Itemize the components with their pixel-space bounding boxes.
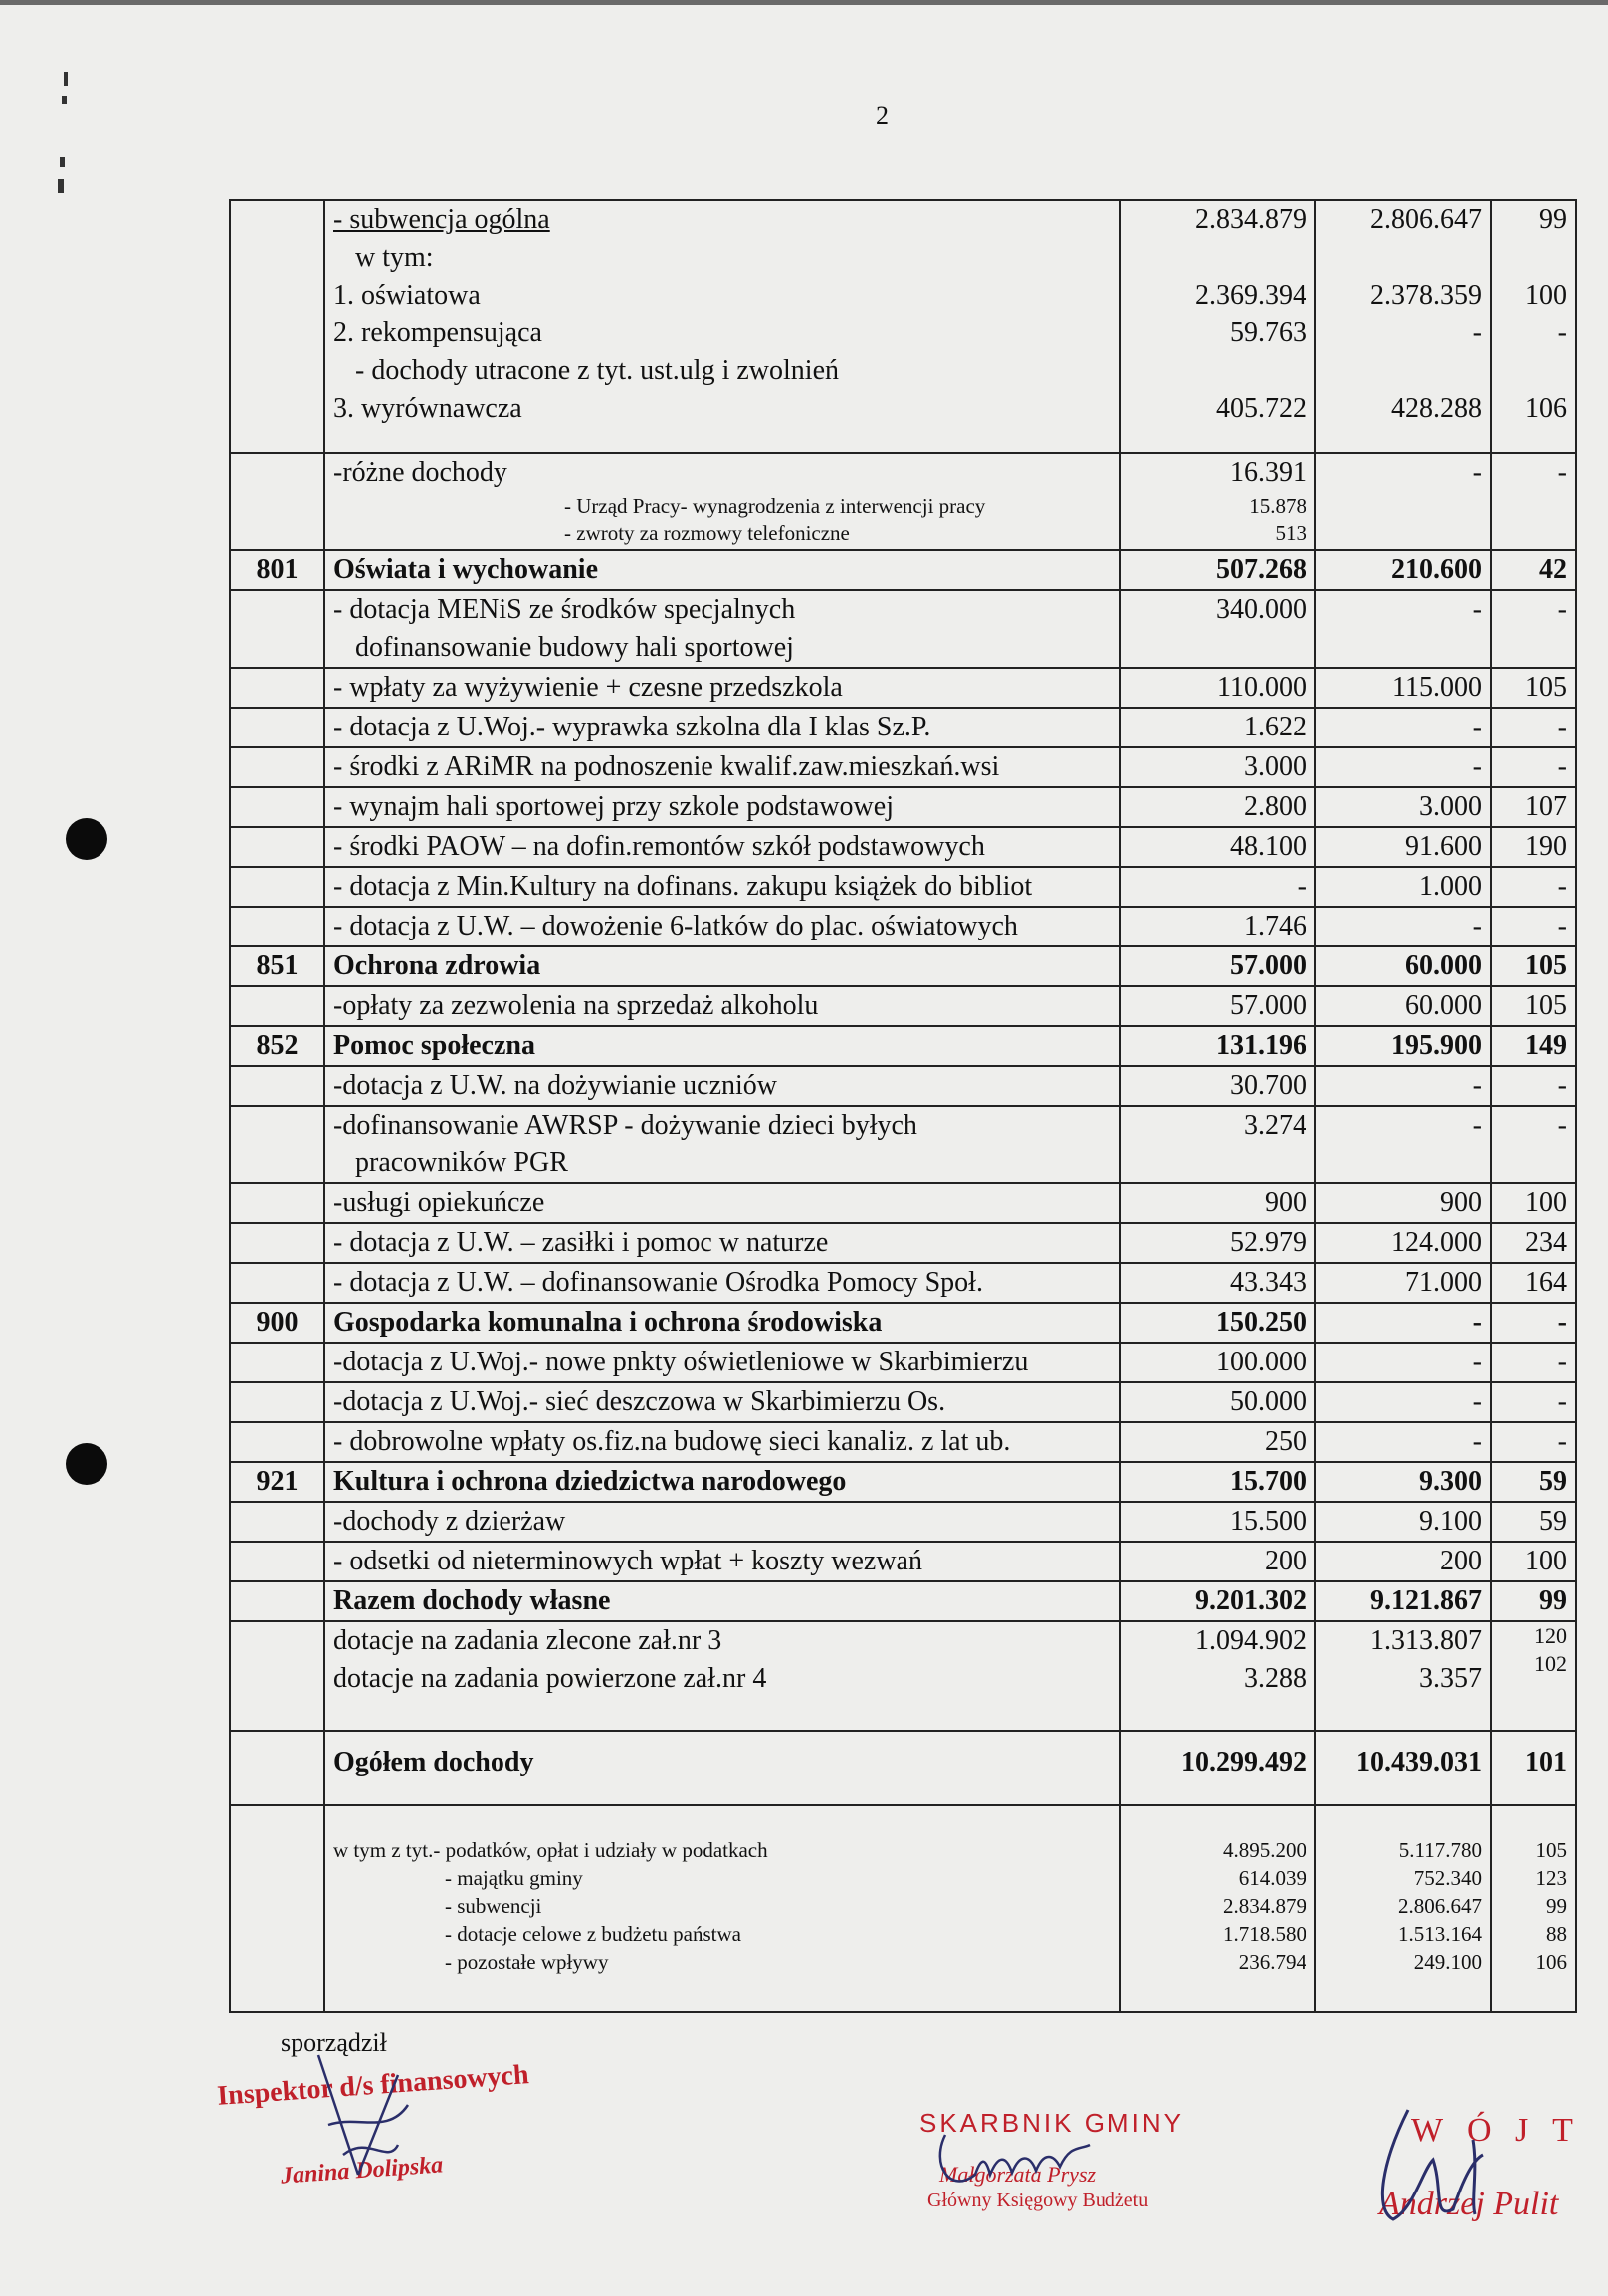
plan-cell: 110.000	[1120, 668, 1315, 708]
label-cell	[324, 1223, 1120, 1263]
plan-cell: 9.201.302	[1120, 1581, 1315, 1621]
wyk-cell: -	[1315, 1343, 1491, 1382]
code-cell	[230, 1106, 324, 1183]
pct-cell: -	[1491, 1303, 1576, 1343]
wyk-value: 1.313.807	[1370, 1625, 1482, 1656]
label-cell	[324, 1502, 1120, 1542]
code-cell	[230, 1621, 324, 1731]
plan-value: 2.834.879	[1223, 1894, 1306, 1918]
pct-value: 105	[1535, 1838, 1567, 1862]
plan-cell	[1120, 453, 1315, 550]
wyk-cell: 60.000	[1315, 946, 1491, 986]
wyk-cell: 9.121.867	[1315, 1581, 1491, 1621]
row-label: - środki z ARiMR na podnoszenie kwalif.zaw.mieszkań.wsi	[333, 751, 1000, 782]
plan-value: 3.288	[1244, 1663, 1306, 1694]
row-label: Kultura i ochrona dziedzictwa narodowego	[333, 1466, 847, 1497]
wyk-cell: -	[1315, 708, 1491, 747]
label-cell	[324, 668, 1120, 708]
pct-cell: -	[1491, 708, 1576, 747]
row-label: - środki PAOW – na dofin.remontów szkół podstawowych	[333, 831, 985, 862]
plan-cell: 3.274	[1120, 1106, 1315, 1183]
plan-value: 1.094.902	[1195, 1625, 1306, 1656]
pct-value: 99	[1539, 204, 1567, 235]
wyk-cell: 71.000	[1315, 1263, 1491, 1303]
plan-cell: 1.746	[1120, 907, 1315, 946]
row-label: - dotacje celowe z budżetu państwa	[445, 1922, 741, 1946]
pct-cell: -	[1491, 1382, 1576, 1422]
row-label: - dochody utracone z tyt. ust.ulg i zwolnień	[355, 355, 839, 386]
plan-value: 1.718.580	[1223, 1922, 1306, 1946]
table-row	[230, 1805, 1576, 2012]
wyk-cell: -	[1315, 590, 1491, 668]
section-row	[230, 1462, 1576, 1502]
mayor-signature	[1363, 2100, 1522, 2229]
label-cell	[324, 1026, 1120, 1066]
table-row	[230, 200, 1576, 453]
scan-mark	[64, 72, 68, 86]
row-label: - dobrowolne wpłaty os.fiz.na budowę sieci kanaliz. z lat ub.	[333, 1426, 1011, 1457]
page-number: 2	[876, 102, 889, 130]
table-row	[230, 708, 1576, 747]
code-cell	[230, 1542, 324, 1581]
label-cell	[324, 907, 1120, 946]
code-cell: 852	[230, 1026, 324, 1066]
wyk-cell: 9.300	[1315, 1462, 1491, 1502]
wyk-value: 5.117.780	[1398, 1838, 1482, 1862]
label-cell	[324, 986, 1120, 1026]
row-label: -dotacja z U.W. na dożywianie uczniów	[333, 1070, 778, 1101]
plan-value: 405.722	[1216, 393, 1306, 424]
mayor-title: W Ó J T	[1411, 2112, 1581, 2149]
row-label: w tym z tyt.- podatków, opłat i udziały w podatkach	[333, 1838, 768, 1862]
table-row	[230, 1731, 1576, 1805]
label-cell	[324, 453, 1120, 550]
code-cell	[230, 1422, 324, 1462]
label-cell	[324, 1805, 1120, 2012]
pct-value: 123	[1535, 1866, 1567, 1890]
wyk-cell: -	[1315, 907, 1491, 946]
row-label: dotacje na zadania zlecone zał.nr 3	[333, 1625, 722, 1656]
table-row	[230, 453, 1576, 550]
pct-cell: 105	[1491, 946, 1576, 986]
label-cell	[324, 1303, 1120, 1343]
row-label: - wpłaty za wyżywienie + czesne przedszkola	[333, 672, 843, 703]
wyk-value: -	[1472, 317, 1482, 348]
code-cell: 900	[230, 1303, 324, 1343]
code-cell	[230, 1223, 324, 1263]
wyk-cell: -	[1315, 1106, 1491, 1183]
label-cell	[324, 1382, 1120, 1422]
section-row	[230, 550, 1576, 590]
pct-value: 102	[1534, 1651, 1567, 1676]
label-cell	[324, 1542, 1120, 1581]
wyk-cell: 91.600	[1315, 827, 1491, 867]
pct-cell: -	[1491, 747, 1576, 787]
label-cell	[324, 787, 1120, 827]
code-cell	[230, 590, 324, 668]
pct-cell: -	[1491, 1106, 1576, 1183]
code-cell	[230, 200, 324, 453]
code-cell	[230, 787, 324, 827]
table-row	[230, 1106, 1576, 1183]
wyk-cell: 900	[1315, 1183, 1491, 1223]
wyk-cell	[1315, 1805, 1491, 2012]
pct-value: 99	[1546, 1894, 1567, 1918]
row-label: 2. rekompensująca	[333, 317, 542, 348]
pct-value: 88	[1546, 1922, 1567, 1946]
pct-cell: 59	[1491, 1462, 1576, 1502]
revenue-table	[229, 199, 1577, 2013]
inspector-stamp: Inspektor d/s finansowych	[216, 2059, 530, 2112]
row-label-continuation: dofinansowanie budowy hali sportowej	[355, 632, 794, 663]
wyk-cell: 3.000	[1315, 787, 1491, 827]
table-row	[230, 668, 1576, 708]
row-label: 1. oświatowa	[333, 280, 481, 311]
plan-cell: 50.000	[1120, 1382, 1315, 1422]
label-cell	[324, 1462, 1120, 1502]
row-label: Ogółem dochody	[324, 1731, 1120, 1805]
code-cell	[230, 668, 324, 708]
label-cell	[324, 708, 1120, 747]
pct-cell: -	[1491, 1066, 1576, 1106]
row-label: -dochody z dzierżaw	[333, 1506, 566, 1537]
table-row	[230, 1621, 1576, 1731]
label-cell	[324, 550, 1120, 590]
plan-cell: 2.800	[1120, 787, 1315, 827]
row-label: - subwencji	[445, 1894, 542, 1918]
pct-cell	[1491, 200, 1576, 453]
plan-cell: 43.343	[1120, 1263, 1315, 1303]
plan-cell: 3.000	[1120, 747, 1315, 787]
row-label: -dotacja z U.Woj.- sieć deszczowa w Skarbimierzu Os.	[333, 1386, 946, 1417]
plan-cell: 57.000	[1120, 946, 1315, 986]
row-label: Ochrona zdrowia	[333, 950, 541, 981]
row-label: - majątku gminy	[445, 1866, 583, 1890]
label-cell	[324, 1183, 1120, 1223]
wyk-value: 249.100	[1413, 1950, 1482, 1974]
code-cell	[230, 1343, 324, 1382]
treasurer-role: Główny Księgowy Budżetu	[927, 2190, 1149, 2211]
wyk-value: 2.806.647	[1370, 204, 1482, 235]
plan-cell: 150.250	[1120, 1303, 1315, 1343]
wyk-value: 3.357	[1419, 1663, 1482, 1694]
plan-cell: 15.500	[1120, 1502, 1315, 1542]
wyk-cell: 10.439.031	[1315, 1731, 1491, 1805]
code-cell	[230, 1263, 324, 1303]
plan-cell: -	[1120, 867, 1315, 907]
pct-cell: 105	[1491, 668, 1576, 708]
punch-hole	[66, 818, 107, 860]
treasurer-title: SKARBNIK GMINY	[919, 2108, 1184, 2138]
plan-cell: 30.700	[1120, 1066, 1315, 1106]
plan-value: 236.794	[1238, 1950, 1306, 1974]
wyk-cell: 60.000	[1315, 986, 1491, 1026]
wyk-value: 2.806.647	[1398, 1894, 1482, 1918]
plan-value: 2.369.394	[1195, 280, 1306, 311]
row-label: - dotacja z U.W. – dofinansowanie Ośrodka Pomocy Społ.	[333, 1267, 983, 1298]
code-cell: 921	[230, 1462, 324, 1502]
pct-value: -	[1557, 317, 1567, 348]
pct-value: 120	[1534, 1623, 1567, 1648]
pct-cell: -	[1491, 1422, 1576, 1462]
table-row	[230, 1343, 1576, 1382]
row-label: -dofinansowanie AWRSP - dożywanie dzieci byłych	[333, 1110, 917, 1141]
plan-cell: 507.268	[1120, 550, 1315, 590]
table-row	[230, 1066, 1576, 1106]
row-sublabel: - Urząd Pracy- wynagrodzenia z interwencji pracy	[564, 494, 986, 518]
row-label: Pomoc społeczna	[333, 1030, 535, 1061]
inspector-name: Janina Dolipska	[280, 2152, 445, 2190]
table-row	[230, 1223, 1576, 1263]
row-label: -opłaty za zezwolenia na sprzedaż alkoholu	[333, 990, 819, 1021]
pct-cell: 42	[1491, 550, 1576, 590]
code-cell	[230, 907, 324, 946]
row-label: - wynajm hali sportowej przy szkole podstawowej	[333, 791, 894, 822]
inspector-signature	[299, 2035, 418, 2185]
label-cell	[324, 590, 1120, 668]
pct-cell: -	[1491, 867, 1576, 907]
plan-cell	[1120, 1805, 1315, 2012]
table-row	[230, 1581, 1576, 1621]
plan-cell: 340.000	[1120, 590, 1315, 668]
code-cell	[230, 747, 324, 787]
code-cell	[230, 1066, 324, 1106]
row-label: Razem dochody własne	[333, 1585, 611, 1616]
wyk-cell	[1315, 200, 1491, 453]
plan-cell: 131.196	[1120, 1026, 1315, 1066]
section-row	[230, 1026, 1576, 1066]
code-cell	[230, 1581, 324, 1621]
plan-value: 16.391	[1230, 457, 1306, 488]
code-cell	[230, 1382, 324, 1422]
label-cell	[324, 200, 1120, 453]
wyk-cell: -	[1315, 1422, 1491, 1462]
row-label: - dotacja MENiS ze środków specjalnych	[333, 594, 796, 625]
plan-subvalue: 513	[1275, 522, 1306, 545]
plan-cell: 100.000	[1120, 1343, 1315, 1382]
pct-cell: 149	[1491, 1026, 1576, 1066]
table-row	[230, 1183, 1576, 1223]
code-cell	[230, 1502, 324, 1542]
row-sublabel: - zwroty za rozmowy telefoniczne	[564, 522, 850, 545]
treasurer-name: Małgorzata Prysz	[939, 2162, 1097, 2187]
plan-cell: 900	[1120, 1183, 1315, 1223]
pct-cell: 234	[1491, 1223, 1576, 1263]
wyk-cell: 115.000	[1315, 668, 1491, 708]
pct-cell	[1491, 1621, 1576, 1731]
table-row	[230, 1542, 1576, 1581]
plan-value: 614.039	[1238, 1866, 1306, 1890]
row-label: w tym:	[355, 242, 434, 273]
scan-mark	[62, 96, 67, 104]
pct-value: 106	[1525, 393, 1567, 424]
table-row	[230, 1263, 1576, 1303]
pct-cell: 107	[1491, 787, 1576, 827]
plan-cell: 15.700	[1120, 1462, 1315, 1502]
label-cell	[324, 1422, 1120, 1462]
wyk-cell: -	[1315, 453, 1491, 550]
row-label: - dotacja z Min.Kultury na dofinans. zakupu książek do bibliot	[333, 871, 1033, 902]
plan-value: 59.763	[1230, 317, 1306, 348]
pct-cell: 100	[1491, 1183, 1576, 1223]
table-row	[230, 590, 1576, 668]
wyk-cell: -	[1315, 1303, 1491, 1343]
wyk-cell: -	[1315, 747, 1491, 787]
plan-cell: 48.100	[1120, 827, 1315, 867]
scan-top-edge	[0, 0, 1608, 5]
wyk-cell: 9.100	[1315, 1502, 1491, 1542]
pct-value: 100	[1525, 280, 1567, 311]
plan-value: 2.834.879	[1195, 204, 1306, 235]
code-cell	[230, 1183, 324, 1223]
wyk-value: 1.513.164	[1398, 1922, 1482, 1946]
section-row	[230, 946, 1576, 986]
row-label: Gospodarka komunalna i ochrona środowiska	[333, 1307, 883, 1338]
table-row	[230, 747, 1576, 787]
pct-cell: 190	[1491, 827, 1576, 867]
label-cell	[324, 747, 1120, 787]
pct-cell: 164	[1491, 1263, 1576, 1303]
code-cell	[230, 453, 324, 550]
code-cell	[230, 827, 324, 867]
prepared-by-label: sporządził	[281, 2028, 387, 2057]
wyk-cell: 210.600	[1315, 550, 1491, 590]
punch-hole	[66, 1443, 107, 1485]
row-label: - dotacja z U.W. – dowożenie 6-latków do plac. oświatowych	[333, 911, 1018, 941]
row-label: - dotacja z U.W. – zasiłki i pomoc w naturze	[333, 1227, 829, 1258]
table-row	[230, 787, 1576, 827]
plan-cell: 10.299.492	[1120, 1731, 1315, 1805]
label-cell	[324, 867, 1120, 907]
label-cell	[324, 1343, 1120, 1382]
table-row	[230, 986, 1576, 1026]
label-cell	[324, 1106, 1120, 1183]
mayor-name: Andrzej Pulit	[1379, 2186, 1559, 2222]
wyk-cell: 1.000	[1315, 867, 1491, 907]
pct-cell: -	[1491, 907, 1576, 946]
wyk-cell: 200	[1315, 1542, 1491, 1581]
row-label: -dotacja z U.Woj.- nowe pnkty oświetleniowe w Skarbimierzu	[333, 1347, 1029, 1377]
plan-cell: 200	[1120, 1542, 1315, 1581]
plan-cell	[1120, 200, 1315, 453]
row-label: - pozostałe wpływy	[445, 1950, 609, 1974]
code-cell	[230, 867, 324, 907]
label-cell	[324, 1621, 1120, 1731]
wyk-cell	[1315, 1621, 1491, 1731]
row-label: - subwencja ogólna	[333, 204, 550, 235]
wyk-value: 2.378.359	[1370, 280, 1482, 311]
row-label: Oświata i wychowanie	[333, 554, 598, 585]
code-cell	[230, 1805, 324, 2012]
code-cell	[230, 708, 324, 747]
plan-cell	[1120, 1621, 1315, 1731]
pct-cell: 105	[1491, 986, 1576, 1026]
table-row	[230, 907, 1576, 946]
code-cell: 851	[230, 946, 324, 986]
pct-cell: 59	[1491, 1502, 1576, 1542]
label-cell	[324, 827, 1120, 867]
scan-mark	[60, 157, 65, 167]
label-cell	[324, 946, 1120, 986]
row-label: - odsetki od nieterminowych wpłat + koszty wezwań	[333, 1546, 922, 1576]
pct-cell: -	[1491, 1343, 1576, 1382]
row-label: dotacje na zadania powierzone zał.nr 4	[333, 1663, 767, 1694]
plan-cell: 250	[1120, 1422, 1315, 1462]
wyk-cell: 195.900	[1315, 1026, 1491, 1066]
row-label: - dotacja z U.Woj.- wyprawka szkolna dla I klas Sz.P.	[333, 712, 931, 742]
wyk-cell: -	[1315, 1066, 1491, 1106]
pct-cell	[1491, 1805, 1576, 2012]
plan-value: 4.895.200	[1223, 1838, 1306, 1862]
table-row	[230, 1382, 1576, 1422]
plan-cell: 52.979	[1120, 1223, 1315, 1263]
table-row	[230, 867, 1576, 907]
treasurer-signature	[920, 2105, 1179, 2204]
plan-cell: 1.622	[1120, 708, 1315, 747]
row-label-continuation: pracowników PGR	[355, 1148, 568, 1178]
pct-cell: 101	[1491, 1731, 1576, 1805]
row-label: -różne dochody	[333, 457, 507, 488]
scan-mark	[58, 179, 64, 193]
wyk-value: 428.288	[1391, 393, 1482, 424]
code-cell	[230, 1731, 324, 1805]
row-label: 3. wyrównawcza	[333, 393, 522, 424]
label-cell	[324, 1066, 1120, 1106]
table-row	[230, 1502, 1576, 1542]
table-row	[230, 1422, 1576, 1462]
plan-cell: 57.000	[1120, 986, 1315, 1026]
code-cell	[230, 986, 324, 1026]
section-row	[230, 1303, 1576, 1343]
pct-cell: -	[1491, 453, 1576, 550]
pct-cell: -	[1491, 590, 1576, 668]
pct-cell: 100	[1491, 1542, 1576, 1581]
label-cell	[324, 1263, 1120, 1303]
row-label: -usługi opiekuńcze	[333, 1187, 545, 1218]
code-cell: 801	[230, 550, 324, 590]
plan-subvalue: 15.878	[1249, 494, 1306, 518]
pct-cell: 99	[1491, 1581, 1576, 1621]
wyk-value: 752.340	[1413, 1866, 1482, 1890]
wyk-cell: -	[1315, 1382, 1491, 1422]
table-row	[230, 827, 1576, 867]
wyk-cell: 124.000	[1315, 1223, 1491, 1263]
pct-value: 106	[1535, 1950, 1567, 1974]
label-cell	[324, 1581, 1120, 1621]
